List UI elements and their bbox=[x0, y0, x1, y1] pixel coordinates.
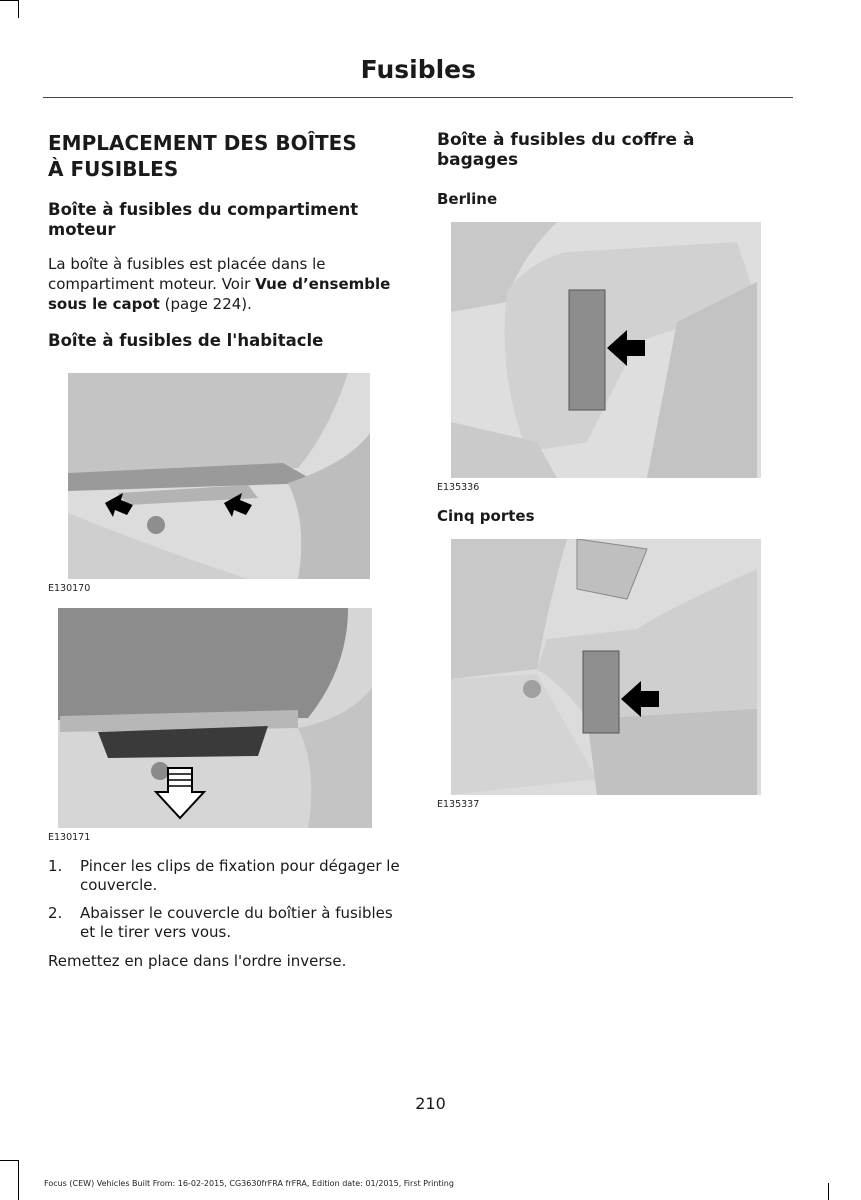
section-title: EMPLACEMENT DES BOÎTES À FUSIBLES bbox=[48, 131, 357, 181]
page-header-title: Fusibles bbox=[360, 55, 476, 84]
instruction-steps bbox=[48, 857, 400, 942]
figure-code: E135337 bbox=[437, 799, 480, 810]
trunk-fusebox-heading: Boîte à fusibles du coffre à bagages bbox=[437, 130, 695, 170]
right-column bbox=[437, 130, 797, 810]
engine-fusebox-heading: Boîte à fusibles du compartiment moteur bbox=[48, 200, 359, 239]
crop-mark bbox=[0, 0, 18, 1]
left-column bbox=[48, 130, 400, 988]
figure-code: E130171 bbox=[48, 832, 91, 843]
hatchback-trunk-figure bbox=[437, 539, 797, 810]
sedan-trunk-figure bbox=[437, 222, 797, 493]
sedan-label: Berline bbox=[437, 190, 498, 208]
glovebox-clips-illustration bbox=[48, 373, 372, 579]
cabin-fusebox-figure-2 bbox=[48, 608, 400, 843]
crop-mark bbox=[0, 1160, 18, 1161]
figure-code: E130170 bbox=[48, 583, 91, 594]
cabin-fusebox-heading: Boîte à fusibles de l'habitacle bbox=[48, 331, 324, 350]
page-number: 210 bbox=[415, 1094, 446, 1113]
list-item: 2. Abaisser le couvercle du boîtier à fusibles et le tirer vers vous. bbox=[48, 904, 393, 941]
glovebox-lower-cover-illustration bbox=[48, 608, 372, 828]
hatchback-trunk-fusebox-illustration bbox=[437, 539, 761, 795]
closing-note: Remettez en place dans l'ordre inverse. bbox=[48, 952, 347, 970]
figure-code: E135336 bbox=[437, 482, 480, 493]
hatchback-label: Cinq portes bbox=[437, 507, 535, 525]
engine-fusebox-text: La boîte à fusibles est placée dans le compartiment moteur. Voir Vue d’ensemble sous le capot (page 224). bbox=[48, 255, 391, 313]
cabin-fusebox-figure-1 bbox=[48, 373, 400, 594]
crop-mark bbox=[18, 1160, 19, 1200]
cross-reference-link[interactable]: Vue d’ensemble sous le capot bbox=[48, 275, 391, 313]
list-item: 1. Pincer les clips de fixation pour dégager le couvercle. bbox=[48, 857, 400, 894]
sedan-trunk-fusebox-illustration bbox=[437, 222, 761, 478]
footer-edition-info: Focus (CEW) Vehicles Built From: 16-02-2015, CG3630frFRA frFRA, Edition date: 01/2015, First Printing bbox=[44, 1179, 454, 1188]
crop-mark bbox=[828, 1183, 829, 1200]
crop-mark bbox=[18, 0, 19, 18]
header-divider bbox=[43, 97, 793, 98]
